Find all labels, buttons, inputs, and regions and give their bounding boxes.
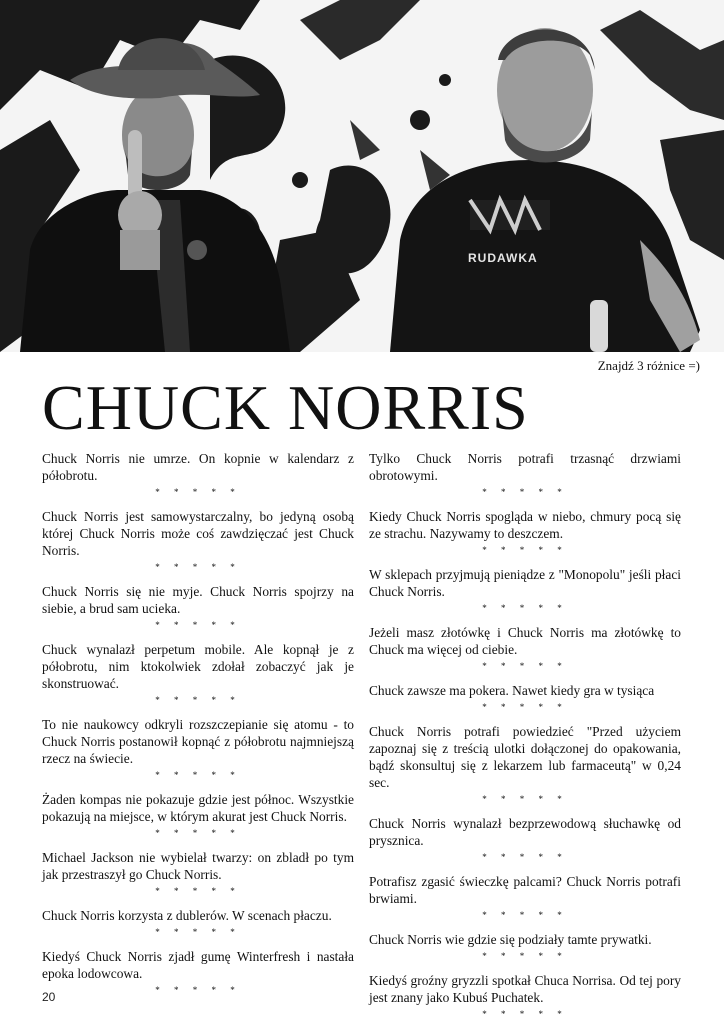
left-column <box>42 450 354 1006</box>
joke-paragraph: Chuck Norris jest samowystarczalny, bo jedyną osobą której Chuck Norris może coś zawdzięczać jest Chuck Norris. <box>42 509 354 558</box>
joke-paragraph: Chuck Norris nie umrze. On kopnie w kalendarz z półobrotu. <box>42 451 354 483</box>
separator: * * * * * <box>482 852 568 862</box>
separator: * * * * * <box>482 794 568 804</box>
separator: * * * * * <box>155 770 241 780</box>
joke-paragraph: Tylko Chuck Norris potrafi trzasnąć drzwiami obrotowymi. <box>369 451 681 483</box>
joke-paragraph: Potrafisz zgasić świeczkę palcami? Chuck Norris potrafi brwiami. <box>369 874 681 906</box>
separator: * * * * * <box>482 1009 568 1019</box>
separator: * * * * * <box>155 620 241 630</box>
joke-paragraph: To nie naukowcy odkryli rozszczepianie się atomu - to Chuck Norris postanowił kopnąć z półobrotu najmniejszą rzecz na świecie. <box>42 717 354 766</box>
separator: * * * * * <box>482 951 568 961</box>
joke-paragraph: Żaden kompas nie pokazuje gdzie jest północ. Wszystkie pokazują na miejsce, w którym akurat jest Chuck Norris. <box>42 792 354 824</box>
joke-paragraph: Kiedyś Chuck Norris zjadł gumę Winterfresh i nastała epoka lodowcowa. <box>42 949 354 981</box>
separator: * * * * * <box>155 886 241 896</box>
separator: * * * * * <box>155 695 241 705</box>
separator: * * * * * <box>482 661 568 671</box>
joke-paragraph: Chuck Norris korzysta z dublerów. W scenach płaczu. <box>42 908 332 923</box>
joke-paragraph: W sklepach przyjmują pieniądze z "Monopolu" jeśli płaci Chuck Norris. <box>369 567 681 599</box>
separator: * * * * * <box>155 828 241 838</box>
separator: * * * * * <box>155 985 241 995</box>
joke-paragraph: Jeżeli masz złotówkę i Chuck Norris ma złotówkę to Chuck ma więcej od ciebie. <box>369 625 681 657</box>
shirt-print-text: RUDAWKA <box>468 251 538 265</box>
separator: * * * * * <box>155 562 241 572</box>
joke-paragraph: Chuck Norris się nie myje. Chuck Norris spojrzy na siebie, a brud sam ucieka. <box>42 584 354 616</box>
joke-paragraph: Chuck Norris potrafi powiedzieć "Przed użyciem zapoznaj się z treścią ulotki dołączonej do opakowania, bądź skonsultuj się z lekarzem lub farmaceutą" w 0,24 sec. <box>369 724 681 790</box>
joke-paragraph: Chuck Norris wie gdzie się podziały tamte prywatki. <box>369 932 652 947</box>
page-number: 20 <box>42 990 56 1004</box>
separator: * * * * * <box>482 545 568 555</box>
separator: * * * * * <box>482 603 568 613</box>
joke-paragraph: Michael Jackson nie wybielał twarzy: on zbladł po tym jak przestraszył go Chuck Norris. <box>42 850 354 882</box>
right-column <box>369 450 681 1030</box>
separator: * * * * * <box>155 487 241 497</box>
separator: * * * * * <box>155 927 241 937</box>
joke-paragraph: Kiedyś groźny gryzzli spotkał Chuca Norrisa. Od tej pory jest znany jako Kubuś Puchatek. <box>369 973 681 1005</box>
separator: * * * * * <box>482 910 568 920</box>
page-title: CHUCK NORRIS <box>42 372 529 443</box>
joke-paragraph: Chuck wynalazł perpetum mobile. Ale kopnął je z półobrotu, nim ktokolwiek zdołał zobaczyć jak je skonstruować. <box>42 642 354 691</box>
joke-paragraph: Chuck Norris wynalazł bezprzewodową słuchawkę od prysznica. <box>369 816 681 848</box>
hero-photo <box>0 0 724 352</box>
joke-paragraph: Chuck zawsze ma pokera. Nawet kiedy gra w tysiąca <box>369 683 655 698</box>
caption: Znajdź 3 różnice =) <box>597 358 700 373</box>
separator: * * * * * <box>482 702 568 712</box>
joke-paragraph: Kiedy Chuck Norris spogląda w niebo, chmury pocą się ze strachu. Nazywamy to deszczem. <box>369 509 681 541</box>
separator: * * * * * <box>482 487 568 497</box>
